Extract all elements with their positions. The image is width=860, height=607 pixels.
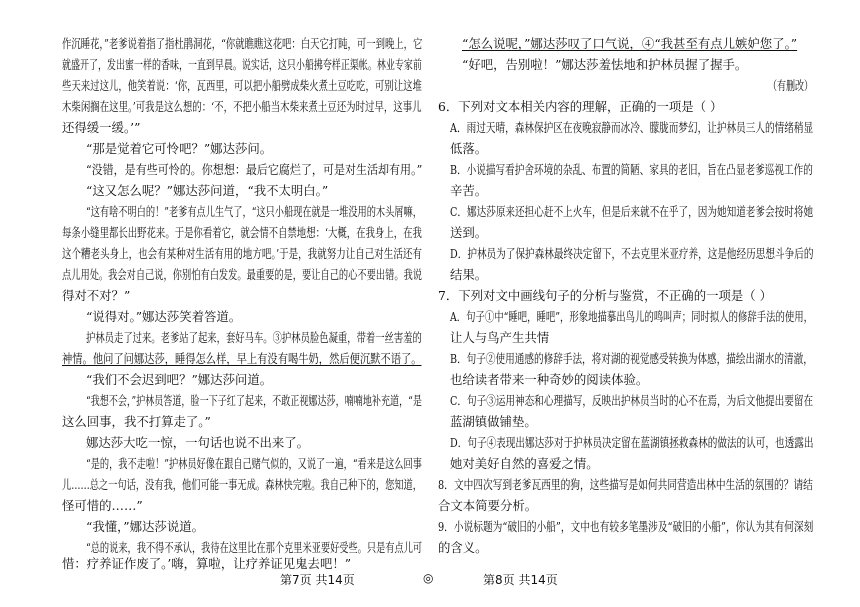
- q7-option-a-cont: 让人与鸟产生共情: [450, 330, 550, 345]
- q7-option-b: B．句子②使用通感的修辞手法，将对湖的视觉感受转换为体感，描绘出湖水的清澈，: [450, 351, 813, 366]
- question-7-stem: 7．下列对文中画线句子的分析与鉴赏，不正确的一项是（ ）: [438, 288, 772, 303]
- left-line-12: 点儿用处。我会对自己说，你别怕有白发发。最重要的是，要让自己的心不要出错。我说: [62, 267, 423, 282]
- q6-option-d-cont: 结果。: [450, 267, 488, 282]
- question-6-stem: 6．下列对文本相关内容的理解，正确的一项是（ ）: [438, 99, 723, 114]
- q7-option-d-cont: 她对美好自然的喜爱之情。: [450, 456, 599, 471]
- left-line-19: 这么回事，我不打算走了。”: [62, 414, 211, 429]
- q6-option-d: D．护林员为了保护森林最终决定留下，不去克里米亚疗养，这是他经历思想斗争后的: [450, 246, 814, 261]
- q6-option-a: A．雨过天晴，森林保护区在夜晚寂静而冰冷、朦胧而梦幻，让护林员三人的情绪稍显: [450, 120, 814, 135]
- q6-option-b-cont: 辛苦。: [450, 183, 488, 198]
- left-line-10: 每条小缝里都长出野花来。于是你看着它，就会情不自禁地想：‘大概，在我身上，在我: [62, 225, 422, 240]
- q6-option-c-cont: 送到。: [450, 225, 488, 240]
- left-line-16-underlined: 神情。他问了问娜达莎，睡得怎么样，早上有没有喝牛奶，然后便沉默不语了。: [62, 351, 422, 366]
- q6-option-c: C．娜达莎原来还担心赶不上火车，但是后来就不在乎了，因为她知道老爹会按时将她: [450, 204, 814, 219]
- q6-option-b: B．小说描写看护舍环境的杂乱、布置的简陋、家具的老旧，旨在凸显老爹巡视工作的: [450, 162, 813, 177]
- right-line-1-underlined-sentence-4: “怎么说呢，”娜达莎叹了口气说，④“我甚至有点儿嫉妒您了。”: [462, 36, 798, 51]
- left-line-18: “我想不会，”护林员答道，脸一下子红了起来，不敢正视娜达莎，喃喃地补充道，“是: [86, 393, 422, 408]
- left-line-5: 还得缓一缓。’”: [62, 120, 141, 135]
- left-line-15-underlined-sentence-3: 护林员走了过来。老爹站了起来，套好马车。③护林员脸色凝重，带着一丝害羞的: [86, 330, 422, 345]
- left-line-6: “那是觉着它可怜吧？”娜达莎问。: [86, 141, 273, 156]
- left-line-21: “是的，我不走啦！”护林员好像在跟自己赌气似的，又说了一遍，“看来是这么回事: [86, 456, 422, 471]
- question-8: 8．文中四次写到老爹瓦西里的狗，这些描写是如何共同营造出林中生活的氛围的？请结: [438, 477, 813, 492]
- source-note: （有删改）: [768, 78, 813, 93]
- left-line-17: “我们不会迟到吧？”娜达莎问道。: [86, 372, 273, 387]
- right-line-2: “好吧，告别啦！”娜达莎羞怯地和护林员握了握手。: [462, 57, 748, 72]
- left-line-20: 娜达莎大吃一惊，一句话也说不出来了。: [86, 435, 310, 450]
- left-line-9: “这有啥不明白的！”老爹有点儿生气了，“这只小船现在就是一堆没用的木头屑嘛，: [86, 204, 422, 219]
- q7-option-c: C．句子③运用神态和心理描写，反映出护林员当时的心不在焉，为后文他提出要留在: [450, 393, 814, 408]
- left-line-22: 儿……总之一句话，没有我，他们可能一事无成。森林快完啦。我自己种下的，您知道，: [62, 477, 423, 492]
- q6-option-a-cont: 低落。: [450, 141, 488, 156]
- q7-option-b-cont: 也给读者带来一种奇妙的阅读体验。: [450, 372, 649, 387]
- left-line-11: 这个糟老头身上，也会有某种对生活有用的地方吧。’于是，我就努力让自己对生活还有: [62, 246, 422, 261]
- question-9: 9．小说标题为“破旧的小船”，文中也有较多笔墨涉及“破旧的小船”，你认为其有何深刻: [438, 519, 814, 534]
- page-number-left: 第7页 共14页: [280, 573, 355, 587]
- left-line-7: “没错，是有些可怜的。你想想：最后它腐烂了，可是对生活却有用。”: [86, 162, 423, 177]
- left-line-25: “总的说来，我不得不承认，我待在这里比在那个克里米亚要好受些。只是有点儿可: [86, 540, 423, 555]
- left-line-26: 惜：疗养证作废了。’嗨，算啦，让疗养证见鬼去吧！”: [62, 556, 352, 571]
- binding-mark-icon: ◎: [423, 571, 434, 585]
- question-9-cont: 的含义。: [438, 540, 488, 555]
- q7-option-a: A．句子①中“睡吧，睡吧”，形象地描摹出鸟儿的鸣叫声；同时拟人的修辞手法的使用，: [450, 309, 813, 324]
- left-line-23: 怪可惜的……”: [62, 498, 143, 513]
- left-line-3: 些天来过这儿，他笑着说：‘你，瓦西里，可以把小船劈成柴火煮土豆吃吃，可别让这堆: [62, 78, 422, 93]
- left-line-14: “说得对。”娜达莎笑着答道。: [86, 309, 242, 324]
- left-line-1: 作沉睡花，”老爹说着指了指杜鹃洞花，“你就瞧瞧这花吧：白天它打盹，可一到晚上，它: [62, 36, 423, 51]
- q7-option-d: D．句子④表现出娜达莎对于护林员决定留在蓝湖镇拯救森林的做法的认可，也透露出: [450, 435, 814, 450]
- left-line-24: “我懂，”娜达莎说道。: [86, 519, 204, 534]
- left-line-8: “这又怎么呢？”娜达莎问道，“我不太明白。”: [86, 183, 329, 198]
- q7-option-c-cont: 蓝湖镇做铺垫。: [450, 414, 537, 429]
- left-line-4: 木柴闲搁在这里。’可我是这么想的：‘不，不把小船当木柴来煮土豆还为时过早，这事儿: [62, 99, 422, 114]
- question-8-cont: 合文本简要分析。: [438, 498, 538, 513]
- left-line-13: 得对不对？”: [62, 288, 131, 303]
- left-line-2: 就盛开了，发出蜜一样的香味，一直到早晨。说实话，这只小船拂夸样正渠帐。林业专家前: [62, 57, 422, 72]
- page-number-right: 第8页 共14页: [483, 573, 558, 587]
